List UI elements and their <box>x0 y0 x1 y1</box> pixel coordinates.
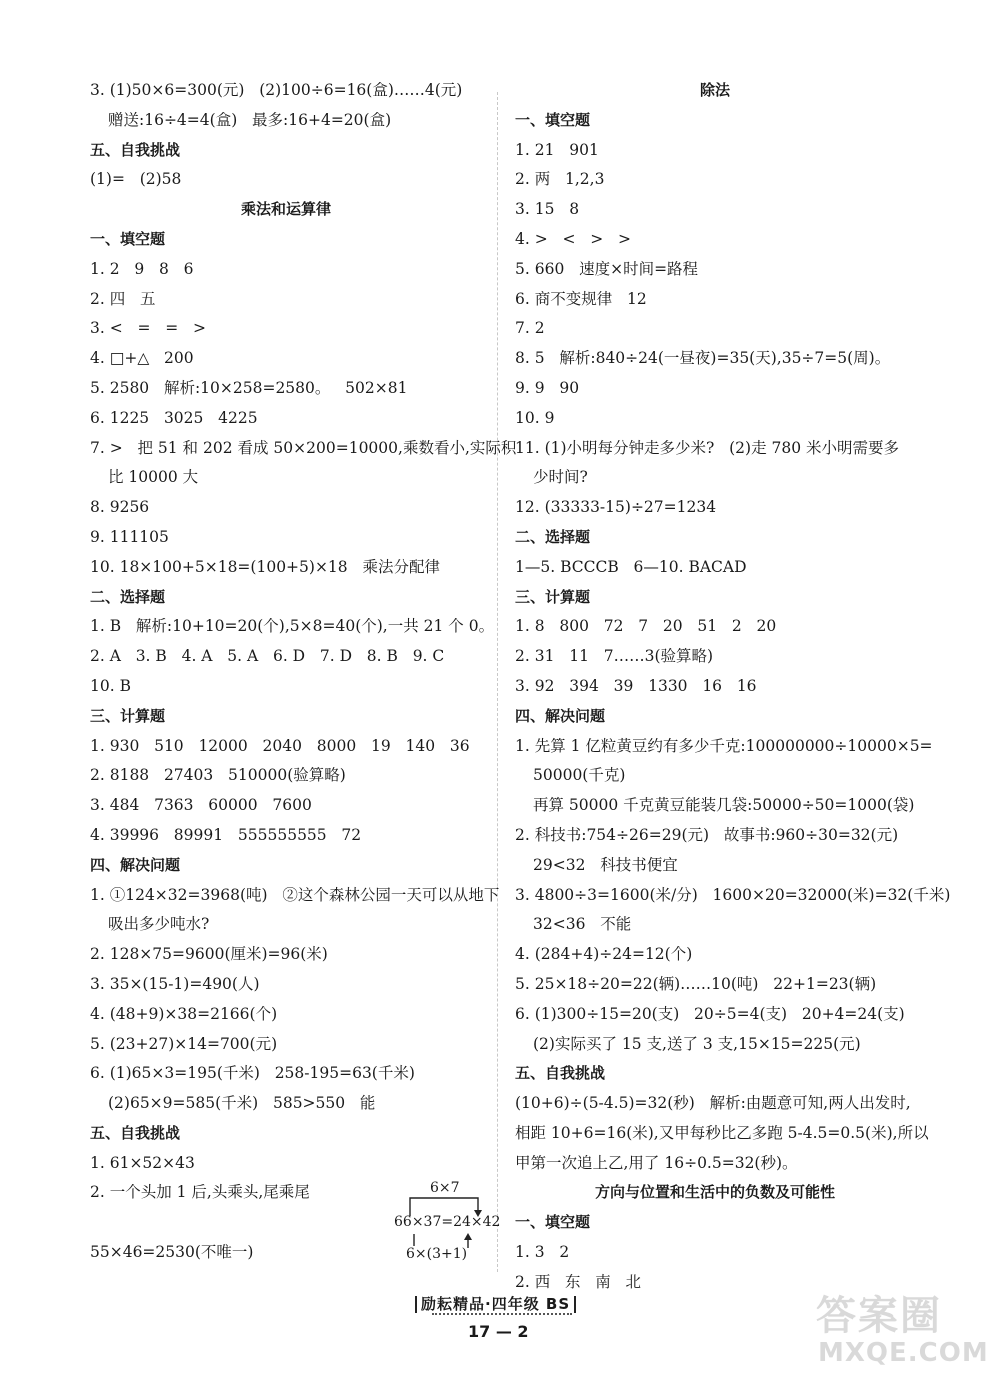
answer-continuation: 29<32 科技书便宜 <box>533 855 678 874</box>
footer-brand-bar-right <box>574 1296 576 1313</box>
answer-line: 11. (1)小明每分钟走多少米? (2)走 780 米小明需要多 <box>515 438 900 457</box>
answer-continuation: (2)实际买了 15 支,送了 3 支,15×15=225(元) <box>533 1034 861 1053</box>
answer-line: 9. 9 90 <box>515 378 580 397</box>
watermark-url: MXQE.COM <box>818 1338 989 1368</box>
diagram-middle-label: 66×37=24×42 <box>394 1214 501 1230</box>
answer-line: 2. 西 东 南 北 <box>515 1272 642 1291</box>
section-heading: 一、填空题 <box>90 229 166 248</box>
answer-continuation: (2)65×9=585(千米) 585>550 能 <box>108 1094 376 1113</box>
answer-line: (10+6)÷(5-4.5)=32(秒) 解析:由题意可知,两人出发时, <box>515 1094 911 1113</box>
answer-line: 1. 8 800 72 7 20 51 2 20 <box>515 617 777 636</box>
answer-line: 3. 4800÷3=1600(米/分) 1600×20=32000(米)=32(千米) <box>515 885 951 904</box>
answer-line: 8. 5 解析:840÷24(一昼夜)=35(天),35÷7=5(周)。 <box>515 349 891 368</box>
answer-line: 3. 15 8 <box>515 200 580 219</box>
answer-line: 5. (23+27)×14=700(元) <box>90 1034 278 1053</box>
answer-continuation: 相距 10+6=16(米),又甲每秒比乙多跑 5-4.5=0.5(米),所以 <box>515 1123 929 1142</box>
answer-line: 5. 660 速度×时间=路程 <box>515 259 699 278</box>
section-heading: 四、解决问题 <box>90 855 181 874</box>
answer-line: 2. 31 11 7……3(验算略) <box>515 647 714 666</box>
footer-brand-bar-left <box>415 1296 417 1313</box>
answer-line: 1. ①124×32=3968(吨) ②这个森林公园一天可以从地下 <box>90 885 500 904</box>
answer-line: 2. 四 五 <box>90 289 156 308</box>
answer-continuation: 赠送:16÷4=4(盒) 最多:16+4=20(盒) <box>108 110 392 129</box>
answer-line: 5. 2580 解析:10×258=2580。 502×81 <box>90 378 408 397</box>
answer-line: 6. (1)65×3=195(千米) 258-195=63(千米) <box>90 1064 415 1083</box>
diagram-bottom-label: 6×(3+1) <box>406 1246 468 1262</box>
answer-line: 10. 18×100+5×18=(100+5)×18 乘法分配律 <box>90 557 440 576</box>
answer-line: 4. (284+4)÷24=12(个) <box>515 945 693 964</box>
answer-line: 1. 930 510 12000 2040 8000 19 140 36 <box>90 736 470 755</box>
section-heading: 五、自我挑战 <box>90 1123 181 1142</box>
footer-brand-text: 励耘精品·四年级 BS <box>421 1295 571 1313</box>
answer-line: 3. 484 7363 60000 7600 <box>90 796 312 815</box>
watermark <box>812 1284 992 1370</box>
answer-line: 3. < = = > <box>90 319 207 338</box>
chapter-title: 除法 <box>699 81 730 99</box>
answer-line: 6. (1)300÷15=20(支) 20÷5=4(支) 20+4=24(支) <box>515 1004 905 1023</box>
answer-continuation: 比 10000 大 <box>108 468 199 487</box>
answer-line: 7. > 把 51 和 202 看成 50×200=10000,乘数看小,实际积 <box>90 438 517 457</box>
footer-dotted-rule <box>432 1313 572 1317</box>
answer-line: 10. 9 <box>515 408 555 427</box>
answer-line: 8. 9256 <box>90 498 150 517</box>
answer-line: 12. (33333-15)÷27=1234 <box>515 498 717 517</box>
answer-line: 7. 2 <box>515 319 545 338</box>
section-heading: 五、自我挑战 <box>515 1064 606 1083</box>
answer-continuation: 32<36 不能 <box>533 915 632 934</box>
column-divider <box>497 92 499 1272</box>
right-column <box>515 76 951 1298</box>
answer-continuation: 甲第一次追上乙,用了 16÷0.5=32(秒)。 <box>515 1153 798 1172</box>
answer-line: 9. 111105 <box>90 527 169 546</box>
chapter-title: 方向与位置和生活中的负数及可能性 <box>594 1183 835 1202</box>
section-heading: 一、填空题 <box>515 110 591 129</box>
left-column <box>90 76 517 1268</box>
answer-line: 2. 8188 27403 510000(验算略) <box>90 766 346 785</box>
section-heading: 三、计算题 <box>515 587 591 606</box>
answer-line: 1—5. BCCCB 6—10. BACAD <box>515 557 747 576</box>
watermark-chinese: 答案圈 <box>816 1293 942 1339</box>
answer-line: 1. 21 901 <box>515 140 599 159</box>
chapter-title: 乘法和运算律 <box>240 200 331 219</box>
answer-line: 2. A 3. B 4. A 5. A 6. D 7. D 8. B 9. C <box>90 647 445 666</box>
answer-line: 1. 61×52×43 <box>90 1153 195 1172</box>
answer-line: 2. 一个头加 1 后,头乘头,尾乘尾 <box>90 1183 310 1202</box>
section-heading: 四、解决问题 <box>515 706 606 725</box>
answer-line: 1. B 解析:10+10=20(个),5×8=40(个),一共 21 个 0。 <box>90 617 495 636</box>
multiplication-diagram <box>392 1178 501 1268</box>
answer-line: 4. (48+9)×38=2166(个) <box>90 1004 278 1023</box>
answer-line: 2. 两 1,2,3 <box>515 170 605 189</box>
answer-line: 1. 先算 1 亿粒黄豆约有多少千克:100000000÷10000×5= <box>515 736 933 755</box>
answer-line: 3. (1)50×6=300(元) (2)100÷6=16(盒)……4(元) <box>90 81 463 99</box>
answer-line: 2. 128×75=9600(厘米)=96(米) <box>90 945 328 964</box>
answer-line: 2. 科技书:754÷26=29(元) 故事书:960÷30=32(元) <box>515 825 899 844</box>
answer-line: 10. B <box>90 676 131 695</box>
answer-line: 3. 92 394 39 1330 16 16 <box>515 676 757 695</box>
section-heading: 二、选择题 <box>515 527 591 546</box>
diagram-top-label: 6×7 <box>430 1180 460 1196</box>
footer-brand <box>411 1293 580 1314</box>
answer-line: 5. 25×18÷20=22(辆)……10(吨) 22+1=23(辆) <box>515 974 877 993</box>
section-heading: 三、计算题 <box>90 706 166 725</box>
answer-continuation: 少时间? <box>533 468 588 487</box>
section-heading: 二、选择题 <box>90 587 166 606</box>
section-heading: 五、自我挑战 <box>90 140 181 159</box>
answer-line: 4. > < > > <box>515 229 632 248</box>
answer-line: 1. 2 9 8 6 <box>90 259 194 278</box>
answer-line: 6. 商不变规律 12 <box>515 289 647 308</box>
answer-continuation: 50000(千克) <box>533 766 626 785</box>
answer-line: 4. 39996 89991 555555555 72 <box>90 825 362 844</box>
page-number: 17 — 2 <box>468 1322 529 1341</box>
answer-line: 55×46=2530(不唯一) <box>90 1243 254 1262</box>
answer-line: 6. 1225 3025 4225 <box>90 408 258 427</box>
answer-continuation: 再算 50000 千克黄豆能装几袋:50000÷50=1000(袋) <box>533 796 915 815</box>
answer-line: 1. 3 2 <box>515 1243 570 1262</box>
answer-line: 3. 35×(15-1)=490(人) <box>90 974 260 993</box>
answer-continuation: 吸出多少吨水? <box>108 915 210 934</box>
section-heading: 一、填空题 <box>515 1213 591 1232</box>
answer-line: 4. □+△ 200 <box>90 349 194 368</box>
answer-line: (1)= (2)58 <box>90 170 182 189</box>
